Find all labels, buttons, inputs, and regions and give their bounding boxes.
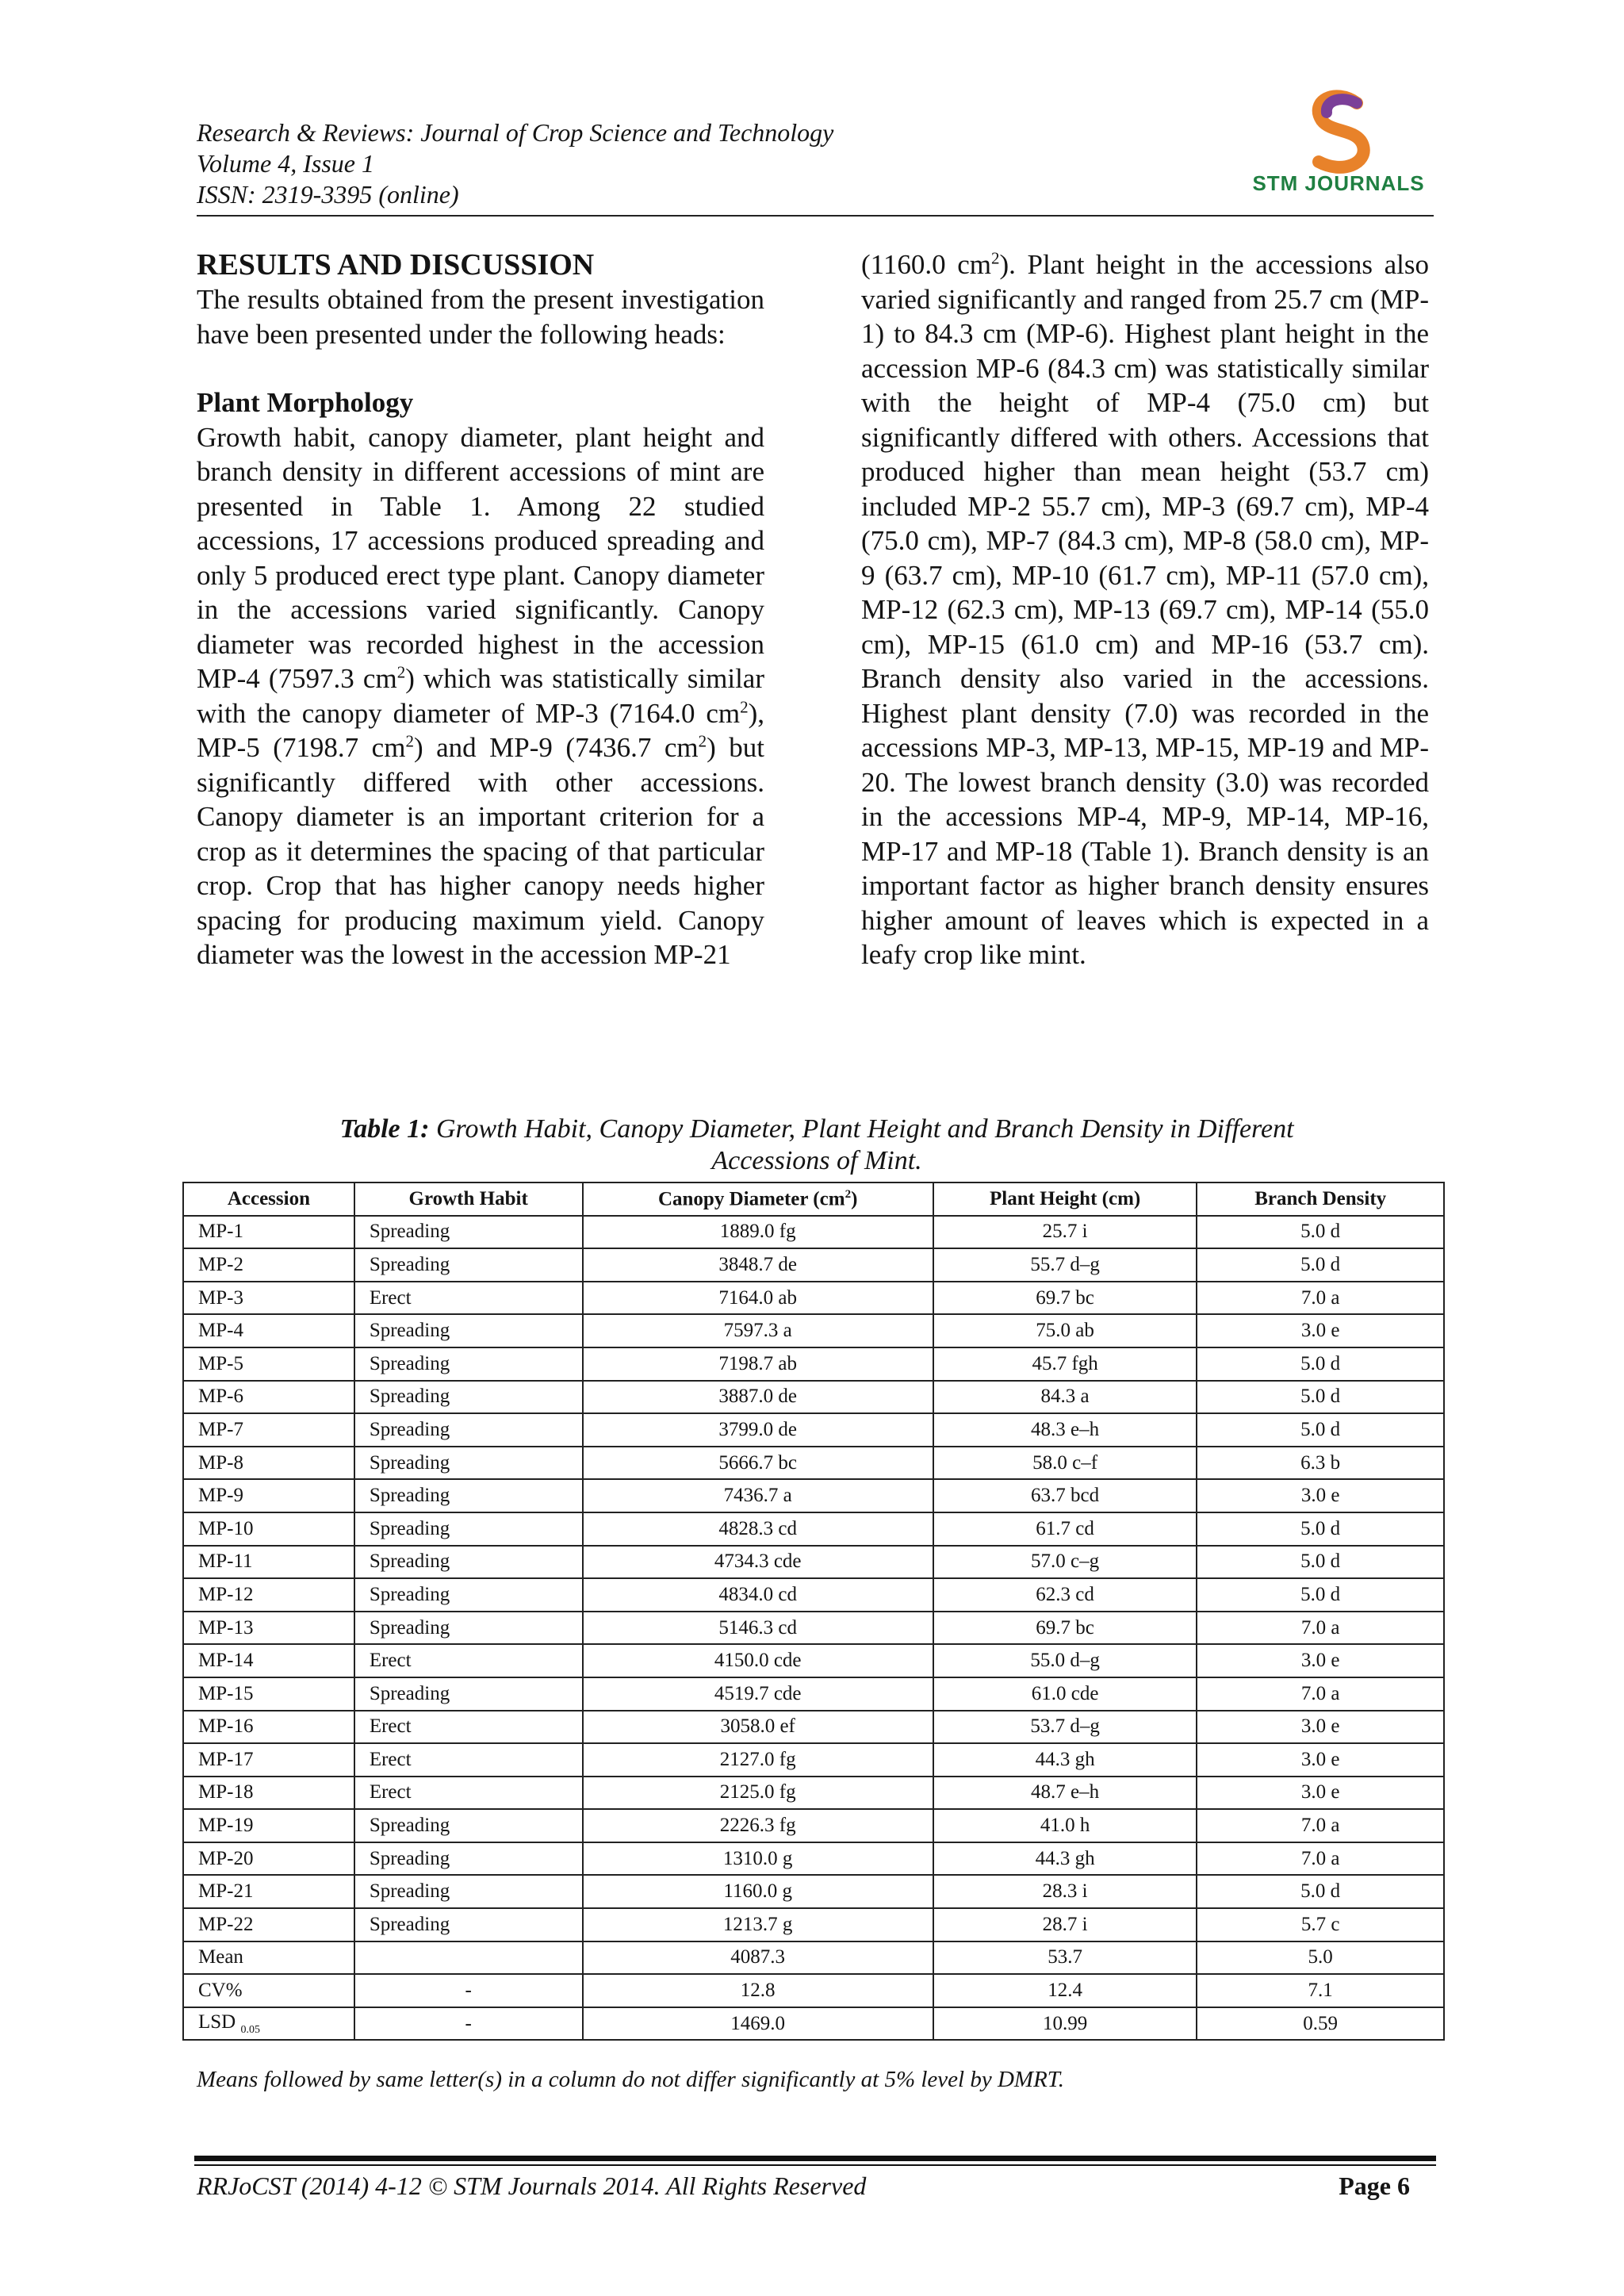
cell-accession: MP-15	[183, 1677, 354, 1711]
table-row	[183, 1711, 1444, 1744]
cell-plant-height: 63.7 bcd	[933, 1479, 1197, 1512]
table-row	[183, 1413, 1444, 1447]
cell-growth-habit: Spreading	[354, 1612, 583, 1645]
table-row	[183, 1743, 1444, 1777]
cell-accession: MP-12	[183, 1578, 354, 1612]
table-row	[183, 1216, 1444, 1249]
cell-canopy-diameter: 5146.3 cd	[583, 1612, 933, 1645]
cell-growth-habit: Spreading	[354, 1413, 583, 1447]
cell-plant-height: 28.3 i	[933, 1875, 1197, 1908]
cell-branch-density: 5.0 d	[1197, 1248, 1444, 1282]
stat-growth: -	[354, 2007, 583, 2041]
cell-plant-height: 61.7 cd	[933, 1512, 1197, 1546]
cell-plant-height: 48.7 e–h	[933, 1777, 1197, 1810]
cell-growth-habit: Spreading	[354, 1546, 583, 1579]
table-row	[183, 1875, 1444, 1908]
cell-branch-density: 5.0 d	[1197, 1216, 1444, 1249]
table-row	[183, 1612, 1444, 1645]
cell-accession: MP-3	[183, 1282, 354, 1315]
cell-branch-density: 5.0 d	[1197, 1347, 1444, 1381]
data-table	[182, 1182, 1445, 2041]
cell-canopy-diameter: 4150.0 cde	[583, 1644, 933, 1677]
cell-growth-habit: Erect	[354, 1644, 583, 1677]
cell-canopy-diameter: 7198.7 ab	[583, 1347, 933, 1381]
cell-plant-height: 62.3 cd	[933, 1578, 1197, 1612]
stat-label: LSD $_{0.05}$	[183, 2007, 354, 2041]
cell-accession: MP-4	[183, 1314, 354, 1347]
stm-logo-icon	[1295, 87, 1382, 174]
cell-growth-habit: Erect	[354, 1711, 583, 1744]
cell-accession: MP-5	[183, 1347, 354, 1381]
footer-divider	[194, 2156, 1436, 2161]
stat-height: 53.7	[933, 1941, 1197, 1975]
cell-canopy-diameter: 3887.0 de	[583, 1381, 933, 1414]
cell-growth-habit: Erect	[354, 1282, 583, 1315]
cell-canopy-diameter: 1160.0 g	[583, 1875, 933, 1908]
cell-accession: MP-9	[183, 1479, 354, 1512]
cell-branch-density: 7.0 a	[1197, 1282, 1444, 1315]
cell-branch-density: 5.7 c	[1197, 1908, 1444, 1941]
cell-accession: MP-21	[183, 1875, 354, 1908]
table-row	[183, 1908, 1444, 1941]
cell-canopy-diameter: 4519.7 cde	[583, 1677, 933, 1711]
cell-growth-habit: Spreading	[354, 1842, 583, 1876]
cell-plant-height: 44.3 gh	[933, 1842, 1197, 1876]
table-row	[183, 1842, 1444, 1876]
cell-accession: MP-22	[183, 1908, 354, 1941]
cell-plant-height: 44.3 gh	[933, 1743, 1197, 1777]
cell-accession: MP-10	[183, 1512, 354, 1546]
table-row	[183, 1809, 1444, 1842]
page-header	[197, 117, 1434, 214]
cell-branch-density: 7.0 a	[1197, 1842, 1444, 1876]
cell-growth-habit: Spreading	[354, 1809, 583, 1842]
journal-title: Research & Reviews: Journal of Crop Science and Technology	[197, 118, 834, 147]
logo-text: STM JOURNALS	[1252, 171, 1425, 195]
table-row	[183, 1447, 1444, 1480]
cell-branch-density: 7.0 a	[1197, 1612, 1444, 1645]
journal-info	[197, 117, 833, 210]
body-columns	[197, 247, 1434, 1080]
cell-plant-height: 69.7 bc	[933, 1612, 1197, 1645]
cell-canopy-diameter: 3799.0 de	[583, 1413, 933, 1447]
cell-accession: MP-13	[183, 1612, 354, 1645]
stat-label: Mean	[183, 1941, 354, 1975]
cell-branch-density: 3.0 e	[1197, 1711, 1444, 1744]
cell-growth-habit: Spreading	[354, 1381, 583, 1414]
table-row	[183, 1512, 1444, 1546]
stat-branch: 5.0	[1197, 1941, 1444, 1975]
table-row	[183, 1314, 1444, 1347]
cell-plant-height: 69.7 bc	[933, 1282, 1197, 1315]
cell-plant-height: 48.3 e–h	[933, 1413, 1197, 1447]
cell-growth-habit: Spreading	[354, 1512, 583, 1546]
mean-row	[183, 1941, 1444, 1975]
stat-canopy: 4087.3	[583, 1941, 933, 1975]
stat-canopy: 12.8	[583, 1974, 933, 2007]
cell-accession: MP-17	[183, 1743, 354, 1777]
subsection-title: Plant Morphology	[197, 387, 414, 418]
cell-growth-habit: Spreading	[354, 1314, 583, 1347]
cell-plant-height: 28.7 i	[933, 1908, 1197, 1941]
cell-growth-habit: Spreading	[354, 1447, 583, 1480]
journal-issn: ISSN: 2319-3395 (online)	[197, 180, 459, 209]
table-row	[183, 1381, 1444, 1414]
footer-copyright: RRJoCST (2014) 4-12 © STM Journals 2014. All Rights Reserved	[197, 2171, 867, 2200]
table-row	[183, 1248, 1444, 1282]
cell-branch-density: 5.0 d	[1197, 1578, 1444, 1612]
header-divider	[197, 215, 1434, 217]
cell-canopy-diameter: 1213.7 g	[583, 1908, 933, 1941]
cell-plant-height: 25.7 i	[933, 1216, 1197, 1249]
cell-accession: MP-6	[183, 1381, 354, 1414]
cell-branch-density: 5.0 d	[1197, 1875, 1444, 1908]
table-body	[183, 1216, 1444, 1941]
stat-height: 10.99	[933, 2007, 1197, 2041]
cell-canopy-diameter: 7164.0 ab	[583, 1282, 933, 1315]
cell-plant-height: 41.0 h	[933, 1809, 1197, 1842]
cell-branch-density: 3.0 e	[1197, 1777, 1444, 1810]
table-caption-text: Growth Habit, Canopy Diameter, Plant Height and Branch Density in Different Accessions of Mint.	[435, 1114, 1294, 1175]
table-caption	[301, 1114, 1332, 1177]
table-row	[183, 1282, 1444, 1315]
table-row	[183, 1479, 1444, 1512]
cell-growth-habit: Spreading	[354, 1248, 583, 1282]
cell-branch-density: 5.0 d	[1197, 1381, 1444, 1414]
cell-canopy-diameter: 4734.3 cde	[583, 1546, 933, 1579]
table-header-row	[183, 1182, 1444, 1216]
cell-growth-habit: Spreading	[354, 1908, 583, 1941]
cell-canopy-diameter: 2226.3 fg	[583, 1809, 933, 1842]
stat-label: CV%	[183, 1974, 354, 2007]
cell-growth-habit: Spreading	[354, 1216, 583, 1249]
header-branch-density: Branch Density	[1197, 1182, 1444, 1216]
cell-branch-density: 5.0 d	[1197, 1413, 1444, 1447]
footer-divider-thin	[194, 2164, 1436, 2166]
cell-plant-height: 84.3 a	[933, 1381, 1197, 1414]
cell-plant-height: 55.7 d–g	[933, 1248, 1197, 1282]
cell-plant-height: 57.0 c–g	[933, 1546, 1197, 1579]
stat-canopy: 1469.0	[583, 2007, 933, 2041]
stat-height: 12.4	[933, 1974, 1197, 2007]
table-row	[183, 1578, 1444, 1612]
cell-plant-height: 55.0 d–g	[933, 1644, 1197, 1677]
stat-branch: 7.1	[1197, 1974, 1444, 2007]
page-number: Page 6	[1339, 2171, 1410, 2200]
table-row	[183, 1677, 1444, 1711]
cell-plant-height: 45.7 fgh	[933, 1347, 1197, 1381]
cell-branch-density: 5.0 d	[1197, 1512, 1444, 1546]
cell-growth-habit: Spreading	[354, 1479, 583, 1512]
cell-accession: MP-11	[183, 1546, 354, 1579]
stm-logo	[1243, 87, 1434, 214]
cell-growth-habit: Spreading	[354, 1578, 583, 1612]
cell-canopy-diameter: 7597.3 a	[583, 1314, 933, 1347]
cell-plant-height: 53.7 d–g	[933, 1711, 1197, 1744]
cell-branch-density: 6.3 b	[1197, 1447, 1444, 1480]
cell-branch-density: 3.0 e	[1197, 1314, 1444, 1347]
cell-branch-density: 7.0 a	[1197, 1809, 1444, 1842]
left-column	[197, 247, 764, 972]
cell-canopy-diameter: 3058.0 ef	[583, 1711, 933, 1744]
table-footnote: Means followed by same letter(s) in a column do not differ significantly at 5% level by DMRT.	[197, 2067, 1065, 2092]
section-title: RESULTS AND DISCUSSION	[197, 248, 595, 282]
cell-plant-height: 61.0 cde	[933, 1677, 1197, 1711]
cell-plant-height: 58.0 c–f	[933, 1447, 1197, 1480]
cell-branch-density: 3.0 e	[1197, 1479, 1444, 1512]
continuation-paragraph: (1160.0 $cm^2$). Plant height in the accessions also varied significantly and ranged from 25.7 cm (MP-1) to 84.3 cm (MP-6). Highest plant height in the accession MP-6 (84.3 cm) was statistically similar with the height of MP-4 (75.0 cm) but significantly differed with others. Accessions that produced higher than mean height (53.7 cm) included MP-2 55.7 cm), MP-3 (69.7 cm), MP-4 (75.0 cm), MP-7 (84.3 cm), MP-8 (58.0 cm), MP-9 (63.7 cm), MP-10 (61.7 cm), MP-11 (57.0 cm), MP-12 (62.3 cm), MP-13 (69.7 cm), MP-14 (55.0 cm), MP-15 (61.0 cm) and MP-16 (53.7 cm). Branch density also varied in the accessions. Highest plant density (7.0) was recorded in the accessions MP-3, MP-13, MP-15, MP-19 and MP-20. The lowest branch density (3.0) was recorded in the accessions MP-4, MP-9, MP-14, MP-16, MP-17 and MP-18 (Table 1). Branch density is an important factor as higher branch density ensures higher amount of leaves which is expected in a leafy crop like mint.	[861, 248, 1429, 970]
table-container	[182, 1182, 1445, 2041]
cell-growth-habit: Erect	[354, 1743, 583, 1777]
cell-canopy-diameter: 7436.7 a	[583, 1479, 933, 1512]
cell-growth-habit: Spreading	[354, 1875, 583, 1908]
header-accession: Accession	[183, 1182, 354, 1216]
cell-canopy-diameter: 1310.0 g	[583, 1842, 933, 1876]
cell-accession: MP-1	[183, 1216, 354, 1249]
cell-canopy-diameter: 4828.3 cd	[583, 1512, 933, 1546]
cell-growth-habit: Spreading	[354, 1347, 583, 1381]
cell-canopy-diameter: 1889.0 fg	[583, 1216, 933, 1249]
table-row	[183, 1644, 1444, 1677]
stat-growth: -	[354, 1974, 583, 2007]
cell-accession: MP-18	[183, 1777, 354, 1810]
table-caption-label: Table 1:	[339, 1114, 430, 1144]
cell-accession: MP-14	[183, 1644, 354, 1677]
table-row	[183, 1546, 1444, 1579]
intro-paragraph: The results obtained from the present investigation have been presented under the following heads:	[197, 284, 764, 350]
cell-canopy-diameter: 2125.0 fg	[583, 1777, 933, 1810]
table-row	[183, 1347, 1444, 1381]
cell-accession: MP-7	[183, 1413, 354, 1447]
cell-accession: MP-2	[183, 1248, 354, 1282]
cell-branch-density: 3.0 e	[1197, 1743, 1444, 1777]
header-growth-habit: Growth Habit	[354, 1182, 583, 1216]
header-canopy-diameter: Canopy Diameter $(cm^2)$	[583, 1182, 933, 1216]
header-plant-height: Plant Height (cm)	[933, 1182, 1197, 1216]
table-row	[183, 1777, 1444, 1810]
stat-growth	[354, 1941, 583, 1975]
cv-row	[183, 1974, 1444, 2007]
right-column	[861, 247, 1429, 972]
cell-branch-density: 5.0 d	[1197, 1546, 1444, 1579]
cell-canopy-diameter: 3848.7 de	[583, 1248, 933, 1282]
cell-canopy-diameter: 5666.7 bc	[583, 1447, 933, 1480]
cell-canopy-diameter: 4834.0 cd	[583, 1578, 933, 1612]
cell-canopy-diameter: 2127.0 fg	[583, 1743, 933, 1777]
cell-accession: MP-16	[183, 1711, 354, 1744]
cell-branch-density: 3.0 e	[1197, 1644, 1444, 1677]
cell-accession: MP-20	[183, 1842, 354, 1876]
stat-branch: 0.59	[1197, 2007, 1444, 2041]
cell-accession: MP-8	[183, 1447, 354, 1480]
journal-volume: Volume 4, Issue 1	[197, 149, 374, 178]
cell-branch-density: 7.0 a	[1197, 1677, 1444, 1711]
cell-growth-habit: Erect	[354, 1777, 583, 1810]
lsd-row	[183, 2007, 1444, 2041]
cell-plant-height: 75.0 ab	[933, 1314, 1197, 1347]
morphology-paragraph: Growth habit, canopy diameter, plant height and branch density in different accessions of mint are presented in Table 1. Among 22 studied accessions, 17 accessions produced spreading and only 5 produced erect type plant. Canopy diameter in the accessions varied significantly. Canopy diameter was recorded highest in the accession MP-4 (7597.3 $cm^2$) which was statistically similar with the canopy diameter of MP-3 (7164.0 $cm^2$), MP-5 (7198.7 $cm^2$) and MP-9 (7436.7 $cm^2$) but significantly differed with other accessions. Canopy diameter is an important criterion for a crop as it determines the spacing of that particular crop. Crop that has higher canopy needs higher spacing for producing maximum yield. Canopy diameter was the lowest in the accession MP-21	[197, 421, 764, 970]
cell-growth-habit: Spreading	[354, 1677, 583, 1711]
cell-accession: MP-19	[183, 1809, 354, 1842]
